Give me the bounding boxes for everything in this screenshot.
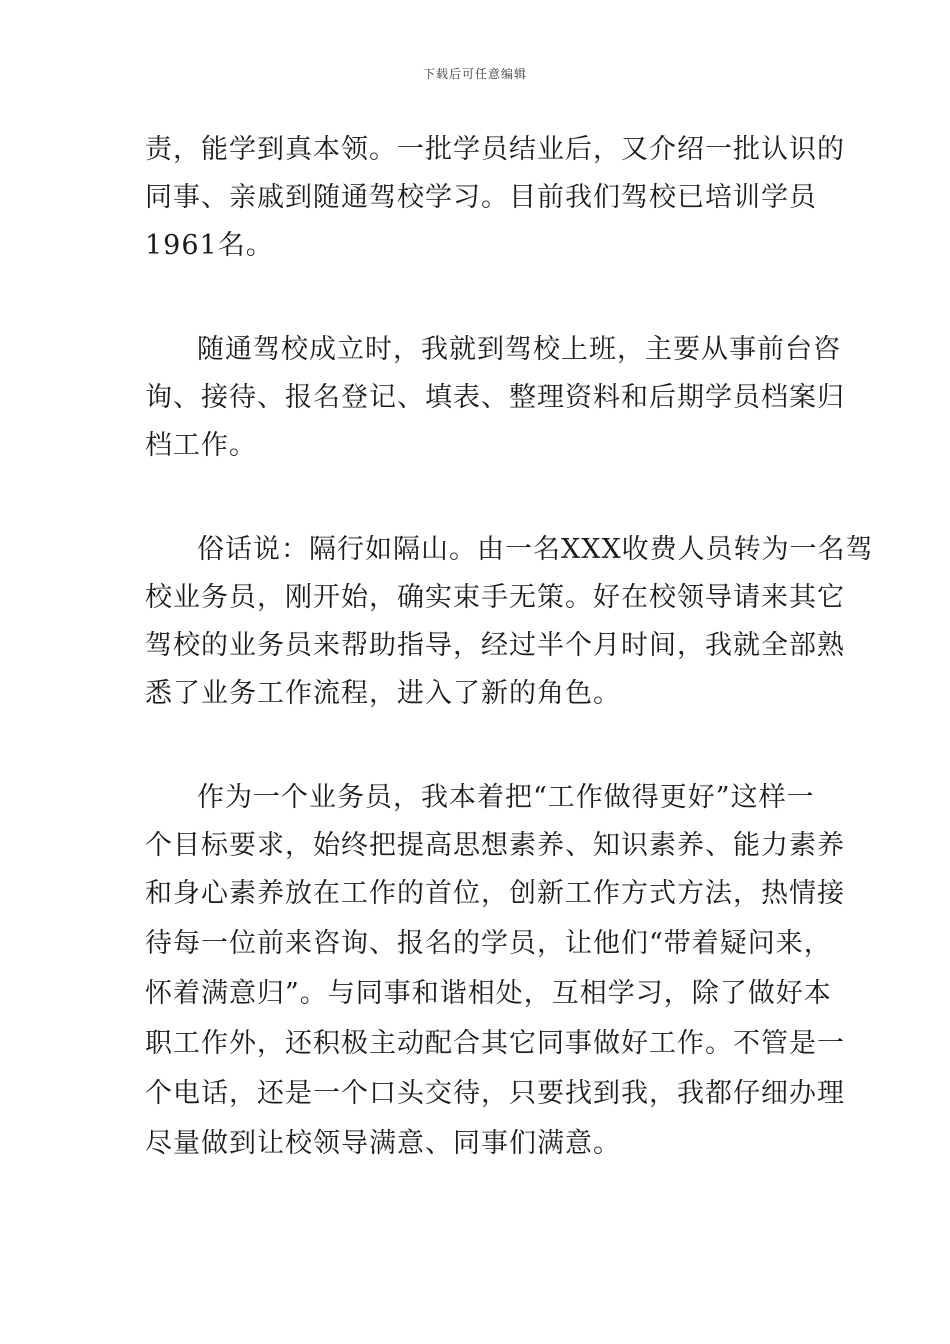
paragraph-4-line-3: 和身心素养放在工作的首位，创新工作方式方法，热情接: [145, 878, 845, 909]
paragraph-3-line-1: 俗话说：隔行如隔山。由一名XXX收费人员转为一名驾: [197, 534, 874, 565]
paragraph-4-line-2: 个目标要求，始终把提高思想素养、知识素养、能力素养: [145, 830, 845, 861]
paragraph-4-line-5: 怀着满意归”。与同事和谐相处，互相学习，除了做好本: [145, 978, 832, 1009]
paragraph-4-line-1: 作为一个业务员，我本着把“工作做得更好”这样一: [197, 782, 815, 813]
paragraph-4-line-8: 尽量做到让校领导满意、同事们满意。: [145, 1128, 621, 1159]
page-header: 下载后可任意编辑: [422, 67, 527, 81]
paragraph-1-line-1: 责，能学到真本领。一批学员结业后，又介绍一批认识的: [145, 134, 845, 165]
paragraph-2-line-1: 随通驾校成立时，我就到驾校上班，主要从事前台咨: [197, 334, 841, 365]
paragraph-1-line-2: 同事、亲戚到随通驾校学习。目前我们驾校已培训学员: [145, 182, 817, 213]
paragraph-4-line-4: 待每一位前来咨询、报名的学员，让他们“带着疑问来，: [145, 928, 832, 959]
paragraph-3-line-2: 校业务员，刚开始，确实束手无策。好在校领导请来其它: [145, 582, 845, 613]
paragraph-3-line-3: 驾校的业务员来帮助指导，经过半个月时间，我就全部熟: [145, 630, 845, 661]
paragraph-2-line-2: 询、接待、报名登记、填表、整理资料和后期学员档案归: [145, 382, 845, 413]
paragraph-4-line-7: 个电话，还是一个口头交待，只要找到我，我都仔细办理: [145, 1078, 845, 1109]
paragraph-1-line-3: 1961名。: [145, 230, 274, 261]
paragraph-4-line-6: 职工作外，还积极主动配合其它同事做好工作。不管是一: [145, 1028, 845, 1059]
paragraph-3-line-4: 悉了业务工作流程，进入了新的角色。: [145, 678, 621, 709]
paragraph-2-line-3: 档工作。: [145, 430, 257, 461]
